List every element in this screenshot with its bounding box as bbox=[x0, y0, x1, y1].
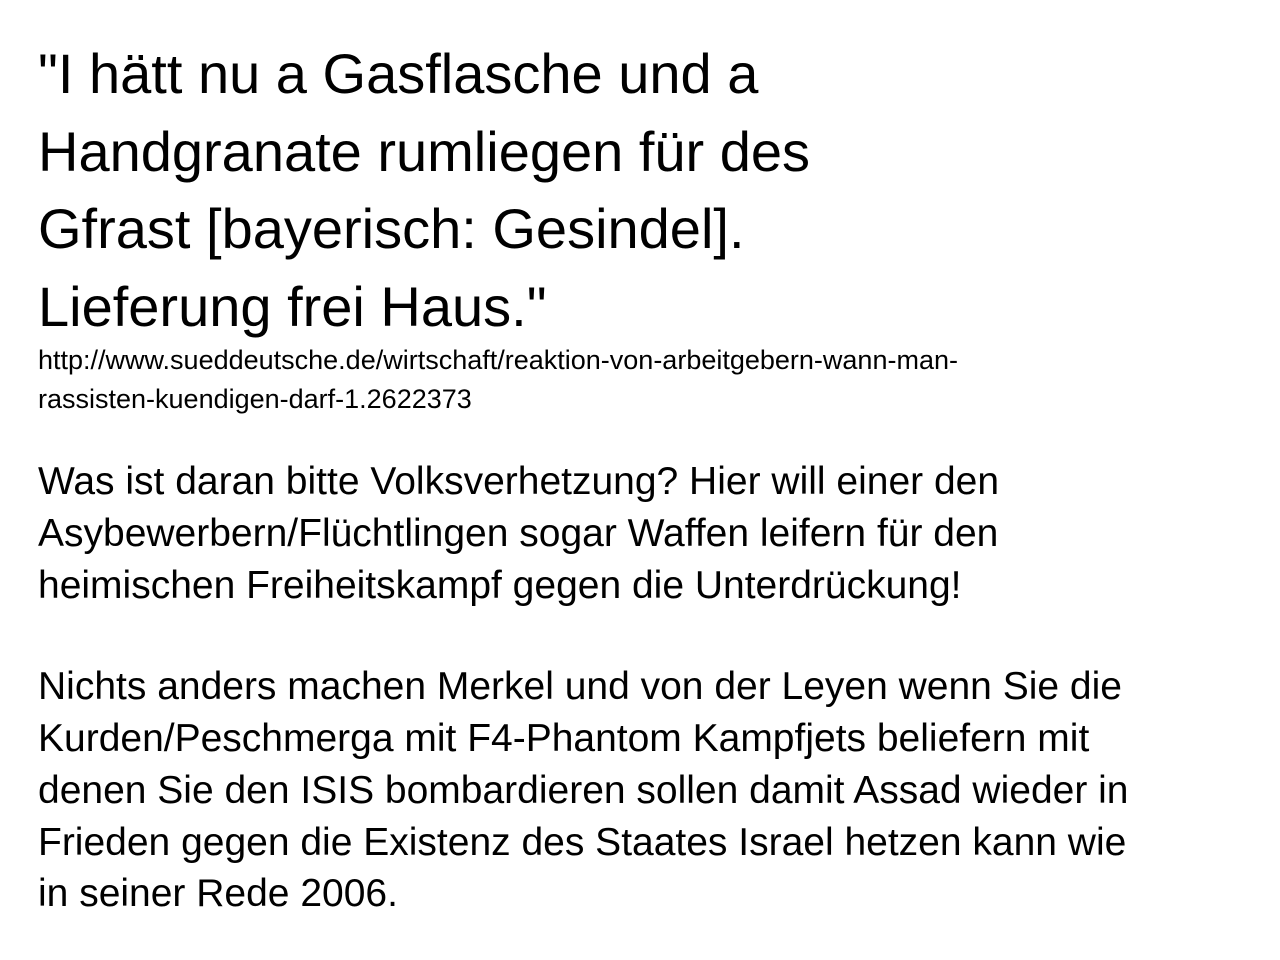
paragraph-line: Nichts anders machen Merkel und von der Leyen wenn Sie die bbox=[38, 665, 1122, 708]
paragraph-line: Frieden gegen die Existenz des Staates Israel hetzen kann wie bbox=[38, 821, 1127, 864]
paragraph-line: Was ist daran bitte Volksverhetzung? Hier will einer den bbox=[38, 460, 1000, 503]
quote-line: Gfrast [bayerisch: Gesindel]. bbox=[38, 197, 745, 260]
paragraph-line: heimischen Freiheitskampf gegen die Unterdrückung! bbox=[38, 564, 962, 607]
paragraph-line: Kurden/Peschmerga mit F4-Phantom Kampfjets beliefern mit bbox=[38, 717, 1090, 760]
quote-line: Handgranate rumliegen für des bbox=[38, 120, 811, 183]
quote-line: Lieferung frei Haus." bbox=[38, 275, 547, 338]
paragraph-line: denen Sie den ISIS bombardieren sollen damit Assad wieder in bbox=[38, 769, 1129, 812]
source-url-line: rassisten-kuendigen-darf-1.2622373 bbox=[38, 384, 472, 414]
paragraph-line: Asybewerbern/Flüchtlingen sogar Waffen leifern für den bbox=[38, 512, 999, 555]
paragraph-line: in seiner Rede 2006. bbox=[38, 872, 398, 915]
quote-line: "I hätt nu a Gasflasche und a bbox=[38, 42, 759, 105]
source-url-line: http://www.sueddeutsche.de/wirtschaft/reaktion-von-arbeitgebern-wann-man- bbox=[38, 345, 958, 375]
